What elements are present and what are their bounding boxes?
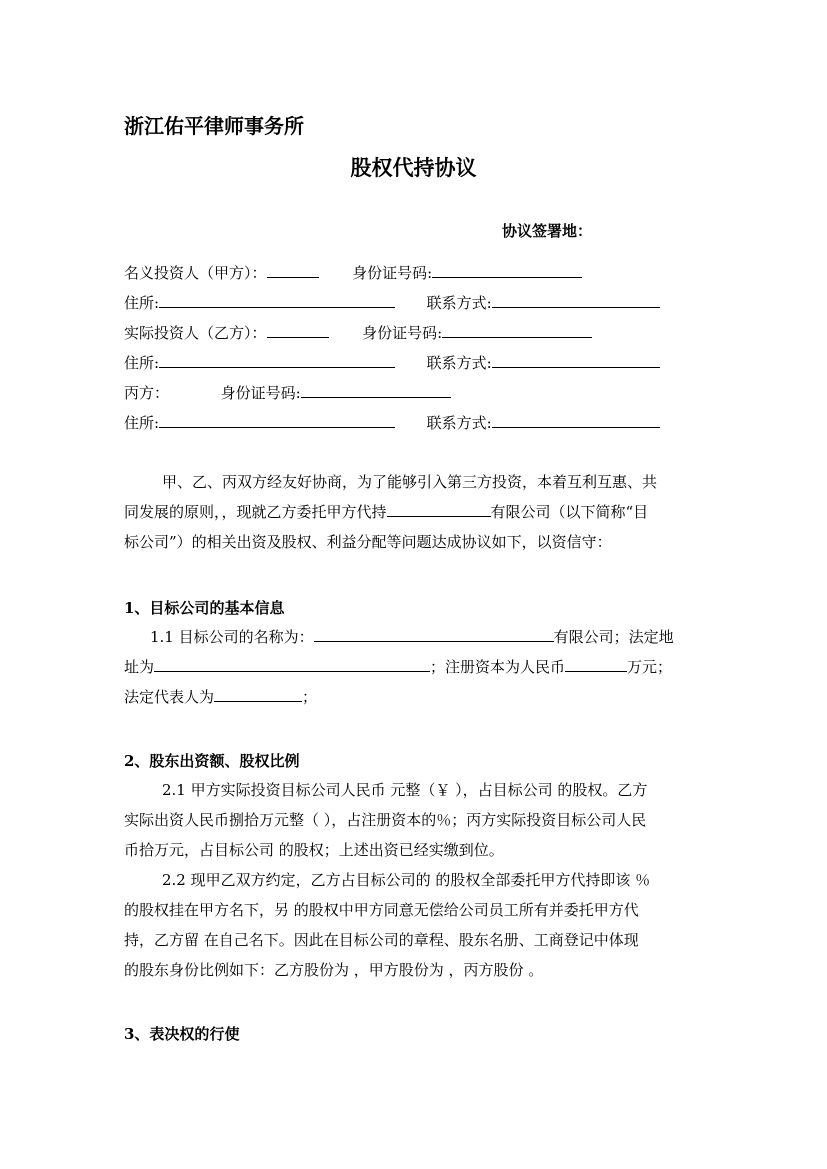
party-b-name-blank[interactable] [267,323,329,338]
intro-line-1: 甲、乙、丙双方经友好协商，为了能够引入第三方投资，本着互利互惠、共 [162,473,658,491]
intro-line-3: 标公司”）的相关出资及股权、利益分配等问题达成协议如下，以资信守： [124,533,612,551]
party-c-address-row [124,412,660,433]
target-company-name-blank[interactable] [387,502,491,517]
party-c-address-blank[interactable] [159,413,395,428]
section-3-heading: 3、表决权的行使 [124,1025,240,1043]
party-c-contact-label: 联系方式: [426,414,492,432]
party-c-contact-blank[interactable] [492,413,660,428]
party-a-address-label: 住所: [124,294,160,312]
company-name-blank[interactable] [314,627,554,642]
party-c-id-blank[interactable] [301,383,451,398]
sign-location-label: 协议签署地： [502,222,593,240]
section-1-line-2: 址为 ；注册资本为人民币 万元； [124,658,673,676]
party-b-address-row [124,352,660,373]
intro-line-2: 同发展的原则，，现就乙方委托甲方代持 有限公司（以下简称“目 [124,503,649,521]
registered-capital-blank[interactable] [565,657,627,672]
section-2-heading: 2、股东出资额、股权比例 [124,752,300,770]
party-c-address-label: 住所: [124,414,160,432]
section-2-p1-line-3: 币拾万元，占目标公司 的股权；上述出资已经实缴到位。 [124,841,504,859]
party-b-id-blank[interactable] [442,323,592,338]
section-2-p2-line-2: 的股权挂在甲方名下，另 的股权中甲方同意无偿给公司员工所有并委托甲方代 [124,901,639,919]
party-a-contact-label: 联系方式: [426,294,492,312]
party-b-id-label: 身份证号码: [362,324,443,342]
party-a-id-blank[interactable] [432,263,582,278]
party-b-label: 实际投资人（乙方）： [124,324,267,342]
section-1-line-1: 1.1 目标公司的名称为： 有限公司；法定地 [150,628,674,646]
party-c-id-label: 身份证号码: [220,384,301,402]
section-2-p2-line-3: 持，乙方留 在自己名下。因此在目标公司的章程、股东名册、工商登记中体现 [124,931,639,949]
company-address-blank[interactable] [154,657,430,672]
party-c-row [124,382,451,403]
party-a-label: 名义投资人（甲方）： [124,264,267,282]
section-1-heading: 1、目标公司的基本信息 [124,599,285,617]
party-a-contact-blank[interactable] [492,293,660,308]
section-2-body [124,775,704,985]
party-a-row [124,262,582,283]
firm-name: 浙江佑平律师事务所 [124,114,304,138]
party-a-address-blank[interactable] [159,293,395,308]
party-b-contact-blank[interactable] [492,353,660,368]
party-a-id-label: 身份证号码: [352,264,433,282]
party-a-name-blank[interactable] [267,263,319,278]
party-b-address-blank[interactable] [159,353,395,368]
party-b-address-label: 住所: [124,354,160,372]
party-c-label: 丙方： [124,384,170,402]
section-1-line-3: 法定代表人为 ； [124,688,318,706]
section-2-p2-line-1: 2.2 现甲乙双方约定，乙方占目标公司的 的股权全部委托甲方代持即该 ％ [162,871,651,889]
legal-representative-blank[interactable] [214,687,302,702]
section-1-body [124,622,704,712]
document-title: 股权代持协议 [350,155,477,180]
section-2-p2-line-4: 的股东身份比例如下：乙方股份为 ，甲方股份为 ，丙方股份 。 [124,961,544,979]
section-2-p1-line-1: 2.1 甲方实际投资目标公司人民币 元整（￥ ），占目标公司 的股权。乙方 [162,781,648,799]
intro-paragraph [124,467,704,557]
party-b-row [124,322,592,343]
party-a-address-row [124,292,660,313]
party-b-contact-label: 联系方式: [426,354,492,372]
section-2-p1-line-2: 实际出资人民币捌拾万元整（ ），占注册资本的％；丙方实际投资目标公司人民 [124,811,647,829]
